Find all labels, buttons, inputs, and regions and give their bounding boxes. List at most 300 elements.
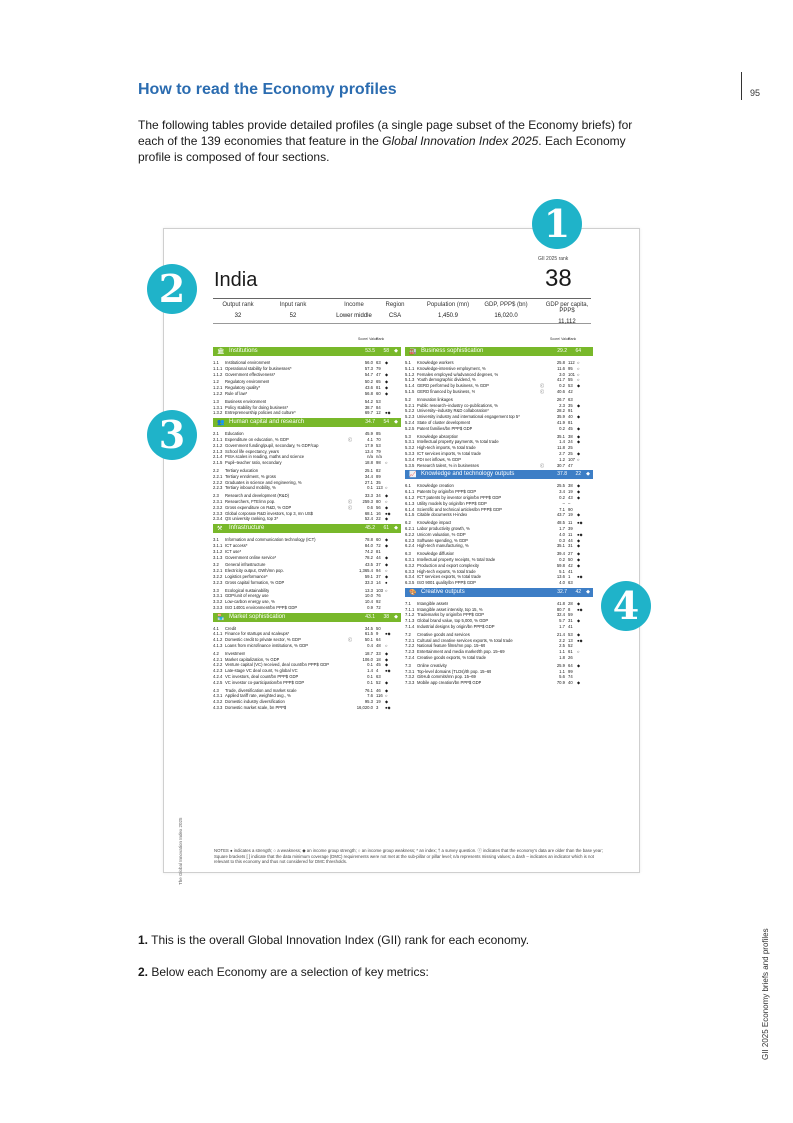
indicator-label: Intellectual property payments, % total trade bbox=[417, 439, 499, 445]
indicator-rank: 64 bbox=[568, 662, 573, 668]
indicator-rank: 61 bbox=[568, 649, 573, 655]
indicator-score: 1.4 bbox=[559, 439, 565, 445]
page-title: How to read the Economy profiles bbox=[138, 81, 397, 98]
indicator-code: 6.1.2 bbox=[405, 494, 415, 500]
pillar-icon: 🏭 bbox=[409, 349, 417, 355]
indicator-row bbox=[213, 705, 401, 711]
indicator-code: 3.2 bbox=[213, 562, 219, 568]
indicator-rank: 59 bbox=[568, 612, 573, 618]
indicator-code: 4.2.4 bbox=[213, 674, 223, 680]
indicator-row bbox=[213, 410, 401, 416]
indicator-label: High-tech manufacturing, % bbox=[417, 543, 469, 549]
indicator-score: 7.6 bbox=[367, 693, 373, 699]
indicator-label: Patents by origin/bn PPP$ GDP bbox=[417, 489, 477, 495]
indicator-marker: ◆ bbox=[577, 680, 581, 686]
indicator-label: Unicorn valuation, % GDP bbox=[417, 531, 466, 537]
key-metric-label: Region bbox=[385, 302, 405, 308]
pillar-name: Infrastructure bbox=[229, 525, 265, 532]
indicator-score: 1.2 bbox=[559, 456, 565, 462]
indicator-marker: ●◆ bbox=[385, 410, 391, 416]
indicator-rank: 1 bbox=[568, 574, 571, 580]
indicator-row bbox=[405, 624, 593, 630]
indicator-score: 48.5 bbox=[556, 520, 565, 526]
indicator-marker: ○ bbox=[385, 568, 388, 574]
indicator-score: 38.7 bbox=[364, 404, 373, 410]
indicator-score: 0.1 bbox=[367, 674, 373, 680]
indicator-marker: ●◆ bbox=[385, 705, 391, 711]
indicator-rank: 28 bbox=[568, 600, 573, 606]
indicator-label: National feature films/mn pop. 15–69 bbox=[417, 643, 486, 649]
indicator-marker: ○ bbox=[385, 693, 388, 699]
indicator-rank: 63 bbox=[376, 360, 381, 365]
section-side-label-text: GII 2025 Economy briefs and profiles bbox=[761, 928, 770, 1060]
indicator-label: VC investors, deal count/bn PPP$ GDP bbox=[225, 674, 299, 680]
indicator-score: 33.3 bbox=[364, 579, 373, 585]
indicator-label: Gross expenditure on R&D, % GDP bbox=[225, 504, 292, 510]
indicator-label: Electricity output, GWh/mn pop. bbox=[225, 568, 284, 574]
indicator-code: 7.3.3 bbox=[405, 680, 415, 686]
indicator-score: 28.2 bbox=[556, 408, 565, 414]
indicator-score: 35.1 bbox=[556, 433, 565, 439]
pillar-column-left bbox=[213, 337, 401, 711]
indicator-score: 11.6 bbox=[557, 365, 565, 371]
indicator-marker: ◆ bbox=[385, 379, 389, 385]
pillar-marker: ◆ bbox=[394, 419, 398, 426]
indicator-rank: 42 bbox=[568, 562, 573, 568]
indicator-label: Tertiary enrolment, % gross bbox=[225, 473, 276, 479]
indicator-marker: ◆ bbox=[385, 679, 389, 685]
indicator-row bbox=[405, 463, 593, 469]
indicator-code: 6.1 bbox=[405, 483, 411, 489]
indicator-score: 0.6 bbox=[367, 504, 373, 510]
indicator-label: GERD performed by business, % GDP bbox=[417, 383, 489, 389]
indicator-score: 0.2 bbox=[559, 556, 565, 562]
indicator-rank: 42 bbox=[568, 388, 573, 394]
indicator-code: 7.1.2 bbox=[405, 612, 415, 618]
indicator-rank: 37 bbox=[376, 573, 381, 579]
indicator-rank: 44 bbox=[376, 554, 381, 560]
indicator-score: 59.1 bbox=[364, 573, 373, 579]
indicator-marker: ◆ bbox=[577, 562, 581, 568]
indicator-rank: 22 bbox=[376, 516, 381, 522]
indicator-label: QS university ranking, top 3* bbox=[225, 516, 279, 522]
indicator-rank: 11 bbox=[568, 531, 573, 537]
indicator-marker: ◆ bbox=[577, 600, 581, 606]
indicator-score: 41.7 bbox=[556, 377, 565, 383]
indicator-score: 25.9 bbox=[556, 662, 565, 668]
indicator-code: 1.3.1 bbox=[213, 404, 223, 410]
indicator-rank: 38 bbox=[568, 483, 573, 489]
indicator-label: Knowledge-intensive employment, % bbox=[417, 365, 486, 371]
indicator-code: 5.1 bbox=[405, 360, 411, 365]
indicator-code: 5.2.5 bbox=[405, 425, 415, 431]
indicator-code: 5.3.2 bbox=[405, 445, 415, 451]
pillar-header bbox=[213, 524, 401, 533]
indicator-marker: ○ bbox=[577, 377, 580, 383]
indicator-score: 0.2 bbox=[559, 383, 565, 389]
indicator-marker: ◆ bbox=[385, 662, 389, 668]
indicator-score: 56.8 bbox=[364, 390, 373, 396]
profile-notes: NOTES ● indicates a strength; ○ a weakness; ◆ an income group strength; ○ an income group weakness; * an index; † a survey question. ⓒ indicates that the economy's data are older than the base year; Square brackets [ ] indicate that the data minimum coverage (DMC) requirements were not met at the sub-pillar or pillar level; n/a represents missing values; a dash – indicates an indicator which is not relevant to this economy and thus not considered for DMC thresholds. bbox=[214, 848, 603, 864]
indicator-score: 40.6 bbox=[556, 388, 565, 394]
pillar-icon: 🏛 bbox=[217, 349, 225, 355]
older-data-flag: ⓒ bbox=[348, 637, 353, 643]
indicator-code: 2.3.3 bbox=[213, 510, 223, 516]
indicator-rank: 101 bbox=[568, 371, 575, 377]
indicator-rank: 27 bbox=[568, 551, 573, 557]
indicator-label: Policy stability for doing business* bbox=[225, 404, 289, 410]
indicator-score: 4.1 bbox=[367, 436, 373, 442]
indicator-code: 4.1.3 bbox=[213, 643, 223, 649]
key-metric bbox=[538, 299, 596, 325]
indicator-score: 2.5 bbox=[559, 643, 565, 649]
indicator-code: 3.2.2 bbox=[213, 573, 223, 579]
indicator-rank: 40 bbox=[568, 414, 573, 420]
footnote-1 bbox=[138, 933, 529, 947]
indicator-marker: ◆ bbox=[577, 489, 581, 495]
indicator-label: Operational stability for businesses* bbox=[225, 365, 292, 371]
indicator-score: 34.5 bbox=[364, 625, 373, 631]
indicator-label: Market capitalization, % GDP bbox=[225, 656, 280, 662]
indicator-row bbox=[213, 605, 401, 611]
pillar-name: Market sophistication bbox=[229, 613, 286, 620]
indicator-label: Labor productivity growth, % bbox=[417, 525, 470, 531]
indicator-code: 6.3.3 bbox=[405, 568, 415, 574]
indicator-code: 3.3 bbox=[213, 587, 219, 593]
pillar-marker: ◆ bbox=[394, 348, 398, 354]
section-side-label bbox=[752, 920, 770, 1060]
indicator-label: Tertiary education bbox=[225, 467, 259, 473]
callout-badge-2: 2 bbox=[147, 264, 197, 314]
indicator-score: – bbox=[562, 500, 565, 506]
indicator-row bbox=[213, 516, 401, 522]
indicator-score: 2.7 bbox=[559, 450, 565, 456]
indicator-code: 2.1.3 bbox=[213, 448, 223, 454]
indicator-marker: ◆ bbox=[385, 573, 389, 579]
indicator-rank: 99 bbox=[568, 668, 573, 674]
indicator-row bbox=[213, 555, 401, 561]
indicator-code: 6.3.4 bbox=[405, 574, 415, 580]
indicator-marker: ○ bbox=[385, 485, 388, 491]
indicator-marker: ●◆ bbox=[577, 574, 583, 580]
pillar-rank: 42 bbox=[575, 588, 581, 595]
indicator-score: 3.0 bbox=[559, 371, 565, 377]
indicator-rank: 19 bbox=[568, 489, 573, 495]
indicator-rank: 25 bbox=[568, 450, 573, 456]
indicator-score: 5.7 bbox=[559, 618, 565, 624]
indicator-label: GitHub commits/mn pop. 15–69 bbox=[417, 674, 476, 680]
indicator-marker: ○ bbox=[577, 456, 580, 462]
pillar-icon: 🏪 bbox=[217, 614, 225, 621]
pillar-score: 34.7 bbox=[365, 419, 375, 426]
indicator-rank: 107 bbox=[568, 456, 575, 462]
indicator-label: Ecological sustainability bbox=[225, 587, 270, 593]
indicator-rank: 56 bbox=[376, 504, 381, 510]
indicator-score: 45.9 bbox=[364, 431, 373, 437]
indicator-code: 3.3.2 bbox=[213, 599, 223, 605]
callout-badge-4: 4 bbox=[601, 581, 651, 631]
intro-paragraph bbox=[138, 117, 658, 165]
indicator-label: Business environment bbox=[225, 398, 267, 404]
indicator-score: 54.2 bbox=[364, 398, 373, 404]
indicator-code: 5.2.4 bbox=[405, 419, 415, 425]
indicator-label: Government funding/pupil, secondary, % GDP/cap bbox=[225, 442, 319, 448]
indicator-label: Research and development (R&D) bbox=[225, 493, 290, 499]
indicator-marker: ○ bbox=[385, 460, 388, 466]
indicator-marker: ◆ bbox=[577, 483, 581, 489]
indicator-marker: ◆ bbox=[385, 650, 389, 656]
indicator-score: 1.1 bbox=[559, 668, 565, 674]
indicator-score: 2.3 bbox=[559, 402, 565, 408]
indicator-label: Information and communication technology (ICT) bbox=[225, 537, 316, 543]
indicator-score: 25.1 bbox=[364, 467, 373, 473]
indicator-marker: ◆ bbox=[577, 414, 581, 420]
indicator-code: 3.1.3 bbox=[213, 554, 223, 560]
indicator-score: 43.7 bbox=[556, 512, 565, 518]
indicator-label: Rule of law* bbox=[225, 390, 248, 396]
indicator-rank: 74 bbox=[568, 674, 573, 680]
callout-badge-3: 3 bbox=[147, 410, 197, 460]
indicator-marker: ○ bbox=[577, 371, 580, 377]
indicator-score: 32.4 bbox=[556, 612, 565, 618]
indicator-code: 7.3.2 bbox=[405, 674, 415, 680]
indicator-label: University–industry R&D collaboration* bbox=[417, 408, 489, 414]
indicator-rank: 81 bbox=[376, 385, 381, 391]
indicator-code: 4.1.2 bbox=[213, 637, 223, 643]
indicator-rank: 11 bbox=[568, 520, 573, 526]
indicator-label: GDP/unit of energy use bbox=[225, 593, 269, 599]
indicator-score: 259.3 bbox=[362, 498, 373, 504]
indicator-score: 5.6 bbox=[559, 674, 565, 680]
indicator-code: 4.2.5 bbox=[213, 679, 223, 685]
indicator-code: 4.1 bbox=[213, 625, 219, 631]
pillar-rank: 22 bbox=[575, 471, 581, 478]
indicator-rank: 70 bbox=[376, 436, 381, 442]
indicator-code: 2.3 bbox=[213, 493, 219, 499]
indicator-marker: ◆ bbox=[385, 360, 389, 365]
indicator-marker: ●◆ bbox=[385, 668, 391, 674]
indicator-code: 5.1.3 bbox=[405, 377, 415, 383]
indicator-rank: 40 bbox=[568, 680, 573, 686]
indicator-code: 3.1 bbox=[213, 537, 219, 543]
indicator-label: Software spending, % GDP bbox=[417, 537, 468, 543]
indicator-score: 57.3 bbox=[364, 365, 373, 371]
indicator-score: 3.4 bbox=[559, 489, 565, 495]
indicator-label: ICT services imports, % total trade bbox=[417, 450, 481, 456]
indicator-code: 5.1.5 bbox=[405, 388, 415, 394]
indicator-label: Expenditure on education, % GDP bbox=[225, 436, 289, 442]
indicator-code: 5.2.1 bbox=[405, 402, 415, 408]
indicator-rank: 31 bbox=[568, 543, 573, 549]
indicator-score: 0.9 bbox=[367, 604, 373, 610]
indicator-code: 4.3.2 bbox=[213, 699, 223, 705]
indicator-row bbox=[405, 543, 593, 549]
indicator-row bbox=[213, 580, 401, 586]
indicator-label: Global brand value, top 5,000, % GDP bbox=[417, 618, 489, 624]
indicator-rank: 43 bbox=[568, 494, 573, 500]
indicator-score: 27.1 bbox=[364, 479, 373, 485]
pillar-marker: ◆ bbox=[394, 525, 398, 532]
indicator-rank: – bbox=[568, 500, 571, 506]
indicator-row bbox=[405, 680, 593, 686]
indicator-marker: ◆ bbox=[385, 371, 389, 377]
key-metric-label: Income bbox=[344, 302, 364, 308]
indicator-label: VC investor co-participation/bn PPP$ GDP bbox=[225, 679, 305, 685]
indicator-score: 26.7 bbox=[556, 396, 565, 402]
callout-badge-1: 1 bbox=[532, 199, 582, 249]
indicator-label: Knowledge impact bbox=[417, 520, 452, 526]
indicator-score: 35.1 bbox=[556, 543, 565, 549]
indicator-score: 41.8 bbox=[556, 600, 565, 606]
pillar-name: Business sophistication bbox=[421, 348, 484, 354]
indicator-score: 52.4 bbox=[364, 516, 373, 522]
indicator-marker: ◆ bbox=[385, 493, 389, 499]
indicator-code: 5.3.1 bbox=[405, 439, 415, 445]
indicator-rank: 33 bbox=[376, 650, 381, 656]
indicator-label: ICT use* bbox=[225, 548, 242, 554]
pillar-icon: 👥 bbox=[217, 420, 225, 427]
pillar-score: 45.2 bbox=[365, 525, 375, 532]
indicator-code: 6.3.2 bbox=[405, 562, 415, 568]
indicator-code: 7.2.2 bbox=[405, 643, 415, 649]
indicator-label: High-tech exports, % total trade bbox=[417, 568, 476, 574]
pillar-name: Creative outputs bbox=[421, 588, 465, 595]
indicator-score: 1,365.4 bbox=[359, 568, 373, 574]
indicator-rank: 35 bbox=[376, 479, 381, 485]
indicator-code: 7.1.4 bbox=[405, 624, 415, 630]
indicator-code: 7.1 bbox=[405, 600, 411, 606]
pillar-rank: 38 bbox=[383, 613, 389, 620]
indicator-rank: 76 bbox=[376, 593, 381, 599]
indicator-label: Venture capital (VC) received, deal count/bn PPP$ GDP bbox=[225, 662, 330, 668]
indicator-score: 1.8 bbox=[559, 655, 565, 661]
indicator-marker: ◆ bbox=[577, 439, 581, 445]
key-metric-value: 16,020.0 bbox=[494, 313, 518, 319]
card-side-label-text: The Global Innovation Index 2025 bbox=[178, 817, 183, 885]
indicator-label: Education bbox=[225, 431, 244, 437]
pillar-rank: 64 bbox=[575, 348, 581, 354]
indicator-rank: 19 bbox=[568, 512, 573, 518]
indicator-marker: ◆ bbox=[385, 537, 389, 543]
indicator-score: 68.1 bbox=[364, 510, 373, 516]
indicator-label: Knowledge absorption bbox=[417, 433, 459, 439]
indicator-score: 1.7 bbox=[559, 525, 565, 531]
indicator-label: Logistics performance* bbox=[225, 573, 268, 579]
indicator-code: 2.3.2 bbox=[213, 504, 223, 510]
indicator-score: 69.7 bbox=[364, 410, 373, 416]
indicator-score: 1.4 bbox=[367, 668, 373, 674]
indicator-row bbox=[213, 643, 401, 649]
pillar-marker: ◆ bbox=[586, 588, 590, 595]
indicator-code: 5.3.3 bbox=[405, 450, 415, 456]
indicator-rank: 53 bbox=[376, 398, 381, 404]
indicator-rank: 52 bbox=[568, 643, 573, 649]
indicator-marker: ◆ bbox=[385, 656, 389, 662]
pillar-score: 29.2 bbox=[557, 348, 567, 354]
column-header bbox=[213, 337, 401, 345]
indicator-score: 41.9 bbox=[556, 419, 565, 425]
indicator-rank: 46 bbox=[376, 687, 381, 693]
indicator-code: 5.1.1 bbox=[405, 365, 415, 371]
indicator-code: 6.1.1 bbox=[405, 489, 415, 495]
indicator-code: 2.2.1 bbox=[213, 473, 223, 479]
indicator-code: 5.3.4 bbox=[405, 456, 415, 462]
key-metric bbox=[423, 299, 473, 319]
indicator-score: 54.7 bbox=[364, 371, 373, 377]
indicator-rank: 64 bbox=[376, 637, 381, 643]
pillar-name: Knowledge and technology outputs bbox=[421, 471, 515, 478]
page-number: 95 bbox=[750, 88, 761, 98]
indicator-score: 56.0 bbox=[364, 360, 373, 365]
indicator-rank: 63 bbox=[568, 580, 573, 586]
indicator-label: Domestic industry diversification bbox=[225, 699, 285, 705]
key-metric bbox=[481, 299, 531, 319]
indicator-rank: 16 bbox=[376, 510, 381, 516]
footnote-2 bbox=[138, 965, 429, 979]
rank-column-header: Rank bbox=[568, 337, 577, 341]
indicator-code: 7.2.1 bbox=[405, 637, 415, 643]
indicator-rank: 12 bbox=[376, 410, 381, 416]
indicator-code: 2.1.5 bbox=[213, 460, 223, 466]
key-metric-value: 32 bbox=[234, 313, 242, 319]
country-name: India bbox=[214, 269, 258, 291]
indicator-code: 1.3.2 bbox=[213, 410, 223, 416]
indicator-score: 78.2 bbox=[364, 554, 373, 560]
indicator-code: 7.1.1 bbox=[405, 606, 415, 612]
indicator-rank: 98 bbox=[376, 460, 381, 466]
indicator-rank: 26 bbox=[568, 655, 573, 661]
indicator-row bbox=[213, 372, 401, 378]
indicator-code: 4.2 bbox=[213, 650, 219, 656]
pillar-header bbox=[405, 588, 593, 597]
indicator-score: 106.0 bbox=[362, 656, 373, 662]
indicator-code: 4.3.1 bbox=[213, 693, 223, 699]
indicator-score: 50.2 bbox=[364, 379, 373, 385]
intro-italic: Global Innovation Index 2025 bbox=[382, 134, 539, 148]
older-data-flag: ⓒ bbox=[540, 462, 545, 468]
key-metric-value: Lower middle bbox=[336, 313, 372, 319]
indicator-label: Regulatory quality* bbox=[225, 385, 261, 391]
indicator-label: Public research–industry co-publications, % bbox=[417, 402, 498, 408]
pillar-marker: ◆ bbox=[394, 613, 398, 620]
indicator-score: 11.8 bbox=[557, 445, 565, 451]
indicator-code: 1.2.2 bbox=[213, 390, 223, 396]
indicator-label: Intellectual property receipts, % total trade bbox=[417, 556, 496, 562]
indicator-rank: 8 bbox=[568, 606, 571, 612]
indicator-rank: 116 bbox=[376, 693, 383, 699]
indicator-marker: ●◆ bbox=[577, 520, 583, 526]
indicator-code: 4.2.1 bbox=[213, 656, 223, 662]
pillar-rank: 61 bbox=[383, 525, 389, 532]
key-metric bbox=[324, 299, 384, 319]
indicator-marker: ◆ bbox=[385, 542, 389, 548]
pillar-header bbox=[405, 470, 593, 479]
footnote-2-num: 2. bbox=[138, 965, 149, 979]
indicator-score: 74.2 bbox=[364, 548, 373, 554]
indicator-code: 3.2.3 bbox=[213, 579, 223, 585]
indicator-code: 4.1.1 bbox=[213, 631, 223, 637]
indicator-score: 1.1 bbox=[559, 649, 565, 655]
indicator-label: Scientific and technical articles/bn PPP$ GDP bbox=[417, 506, 502, 512]
indicator-rank: 84 bbox=[376, 404, 381, 410]
indicator-code: 6.2.4 bbox=[405, 543, 415, 549]
indicator-code: 2.2.3 bbox=[213, 485, 223, 491]
indicator-code: 7.2.3 bbox=[405, 649, 415, 655]
indicator-code: 7.2 bbox=[405, 631, 411, 637]
indicator-label: Finance for startups and scaleups* bbox=[225, 631, 290, 637]
column-header bbox=[405, 337, 593, 345]
indicator-label: Domestic market scale, bn PPP$ bbox=[225, 705, 287, 711]
